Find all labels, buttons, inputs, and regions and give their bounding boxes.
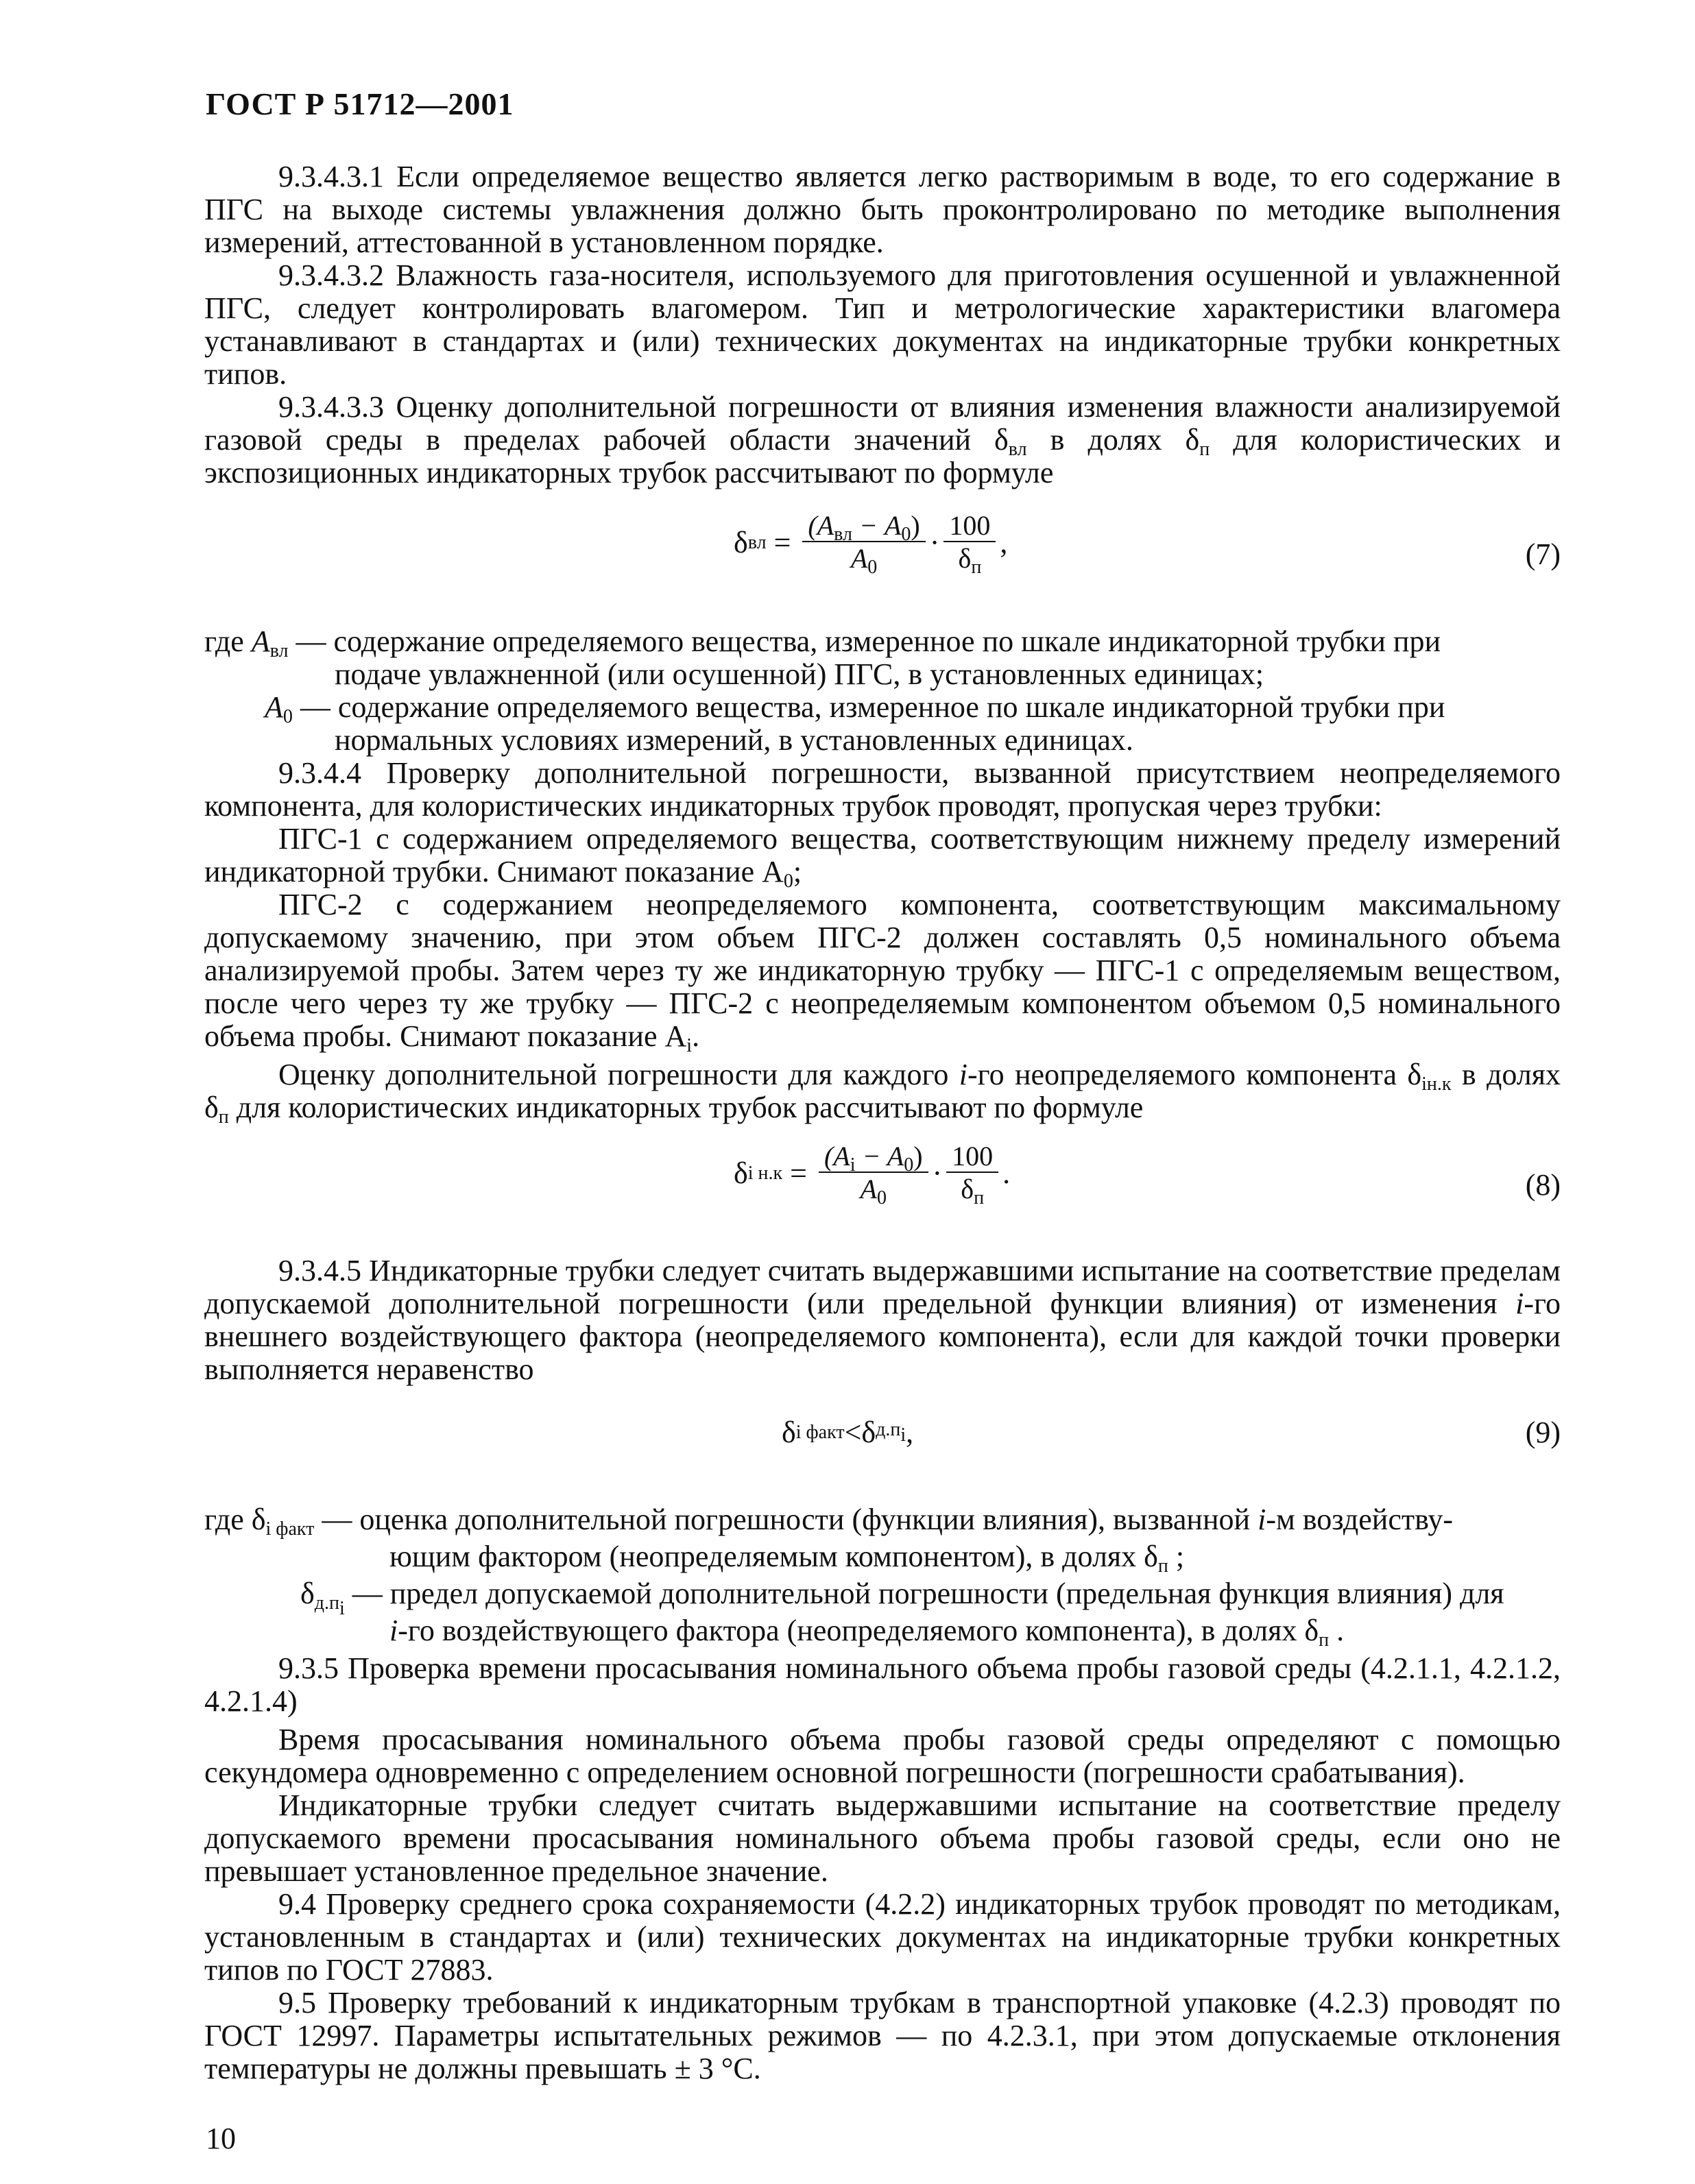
section-text-bottom (204, 1652, 1561, 2085)
paragraph-estimate-i: Оценку дополнительной погрешности для каждого i-го неопределяемого компонента $\delta_{iн.к}$ в долях $\delta_п$ для колористических индикаторных трубок рассчитывают по формуле (204, 1058, 1561, 1128)
paragraph-9-3-4-4: 9.3.4.4 Проверку дополнительной погрешности, вызванной присутствием неопределяемого компонента, для колористических индикаторных трубок проводят, пропуская через трубки: (204, 756, 1561, 823)
definition-delta-dp-cont: i-го воздействующего фактора (неопределяемого компонента), в долях $\delta_п$ . (389, 1614, 1345, 1651)
formula-9-number: (9) (1525, 1416, 1561, 1449)
definition-a0: $A_0$ — содержание определяемого вещества, измеренное по шкале индикаторной трубки при (265, 690, 1445, 727)
paragraph-pgs-1: ПГС-1 с содержанием определяемого вещества, соответствующим нижнему пределу измерений индикаторной трубки. Снимают показание $A_0$; (204, 822, 1561, 892)
page-number: 10 (206, 2122, 236, 2155)
formula-8-number: (8) (1525, 1168, 1561, 1202)
formula-7: δ вл = $\frac{(A_{вл} - A_0)}{A_0}$ · $\frac{100}{\delta_п}$ , (7) (734, 510, 1561, 578)
definitions-7 (204, 625, 1561, 757)
paragraph-9-3-4-3-1: 9.3.4.3.1 Если определяемое вещество является легко растворимым в воде, то его содержание в ПГС на выходе системы увлажнения должно быть проконтролировано по методике выполнения измерений, аттестованной в установленном порядке. (204, 160, 1561, 259)
paragraph-9-5: 9.5 Проверку требований к индикаторным трубкам в транспортной упаковке (4.2.3) проводят по ГОСТ 12997. Параметры испытательных режимов — по 4.2.3.1, при этом допускаемые отклонения температуры не должны превышать ± 3 °С. (204, 1986, 1561, 2085)
definition-delta-fakt: где $\delta_{i факт}$ — оценка дополнительной погрешности (функции влияния), вызванной i-м воздейству- (204, 1503, 1454, 1540)
paragraph-9-3-5: 9.3.5 Проверка времени просасывания номинального объема пробы газовой среды (4.2.1.1, 4.2.1.2, 4.2.1.4) (204, 1651, 1561, 1718)
section-text-top (204, 160, 1561, 489)
formula-8: δ i н.к = $\frac{(A_i - A_0)}{A_0}$ · $\frac{100}{\delta_п}$ . (8) (734, 1141, 1561, 1209)
definition-delta-dp: $\delta_{д.п_i}$ — предел допускаемой дополнительной погрешности (предельная функция влияния) для (300, 1577, 1504, 1619)
formula-9: δ i факт < δ $д.п_i$ , (9) (782, 1416, 1561, 1449)
paragraph-9-3-4-3-3: 9.3.4.3.3 Оценку дополнительной погрешности от влияния изменения влажности анализируемой газовой среды в пределах рабочей области значений $\delta_{вл}$ в долях $\delta_п$ для колористических и экспозиционных индикаторных трубок рассчитывают по формуле (204, 390, 1561, 489)
paragraph-time-pass: Индикаторные трубки следует считать выдержавшими испытание на соответствие пределу допускаемого времени просасывания номинального объема пробы газовой среды, если оно не превышает установленное предельное значение. (204, 1788, 1561, 1888)
paragraph-9-3-4-5: 9.3.4.5 Индикаторные трубки следует считать выдержавшими испытание на соответствие пределам допускаемой дополнительной погрешности (или предельной функции влияния) от изменения i-го внешнего воздействующего фактора (неопределяемого компонента), если для каждой точки проверки выполняется неравенство (204, 1254, 1561, 1386)
paragraph-9-4: 9.4 Проверку среднего срока сохраняемости (4.2.2) индикаторных трубок проводят по методикам, установленным в стандартах и (или) технических документах на индикаторные трубки конкретных типов по ГОСТ 27883. (204, 1887, 1561, 1987)
section-9-3-4-5 (204, 1254, 1561, 1386)
section-text-middle (204, 756, 1561, 1128)
definition-delta-fakt-cont: ющим фактором (неопределяемым компонентом), в долях $\delta_п$ ; (389, 1540, 1185, 1577)
formula-7-number: (7) (1525, 537, 1561, 571)
paragraph-pgs-2: ПГС-2 с содержанием неопределяемого компонента, соответствующим максимальному допускаемому значению, при этом объем ПГС-2 должен составлять 0,5 номинального объема анализируемой пробы. Затем через ту же индикаторную трубку — ПГС-1 с определяемым веществом, после чего через ту же трубку — ПГС-2 с неопределяемым компонентом объемом 0,5 номинального объема пробы. Снимают показание $A_i$. (204, 888, 1561, 1056)
paragraph-time-measure: Время просасывания номинального объема пробы газовой среды определяют с помощью секундомера одновременно с определением основной погрешности (погрешности срабатывания). (204, 1723, 1561, 1789)
definitions-9 (204, 1501, 1561, 1649)
standard-header: ГОСТ Р 51712—2001 (206, 86, 514, 121)
definition-a0-cont: нормальных условиях измерений, в установленных единицах. (335, 723, 1133, 757)
definition-a-vl-cont: подаче увлажненной (или осушенной) ПГС, в установленных единицах; (335, 657, 1264, 691)
paragraph-9-3-4-3-2: 9.3.4.3.2 Влажность газа-носителя, используемого для приготовления осушенной и увлажненной ПГС, следует контролировать влагомером. Тип и метрологические характеристики влагомера устанавливают в стандартах и (или) технических документах на индикаторные трубки конкретных типов. (204, 258, 1561, 391)
definition-a-vl: где $A_{вл}$ — содержание определяемого вещества, измеренное по шкале индикаторной трубки при (204, 624, 1441, 662)
